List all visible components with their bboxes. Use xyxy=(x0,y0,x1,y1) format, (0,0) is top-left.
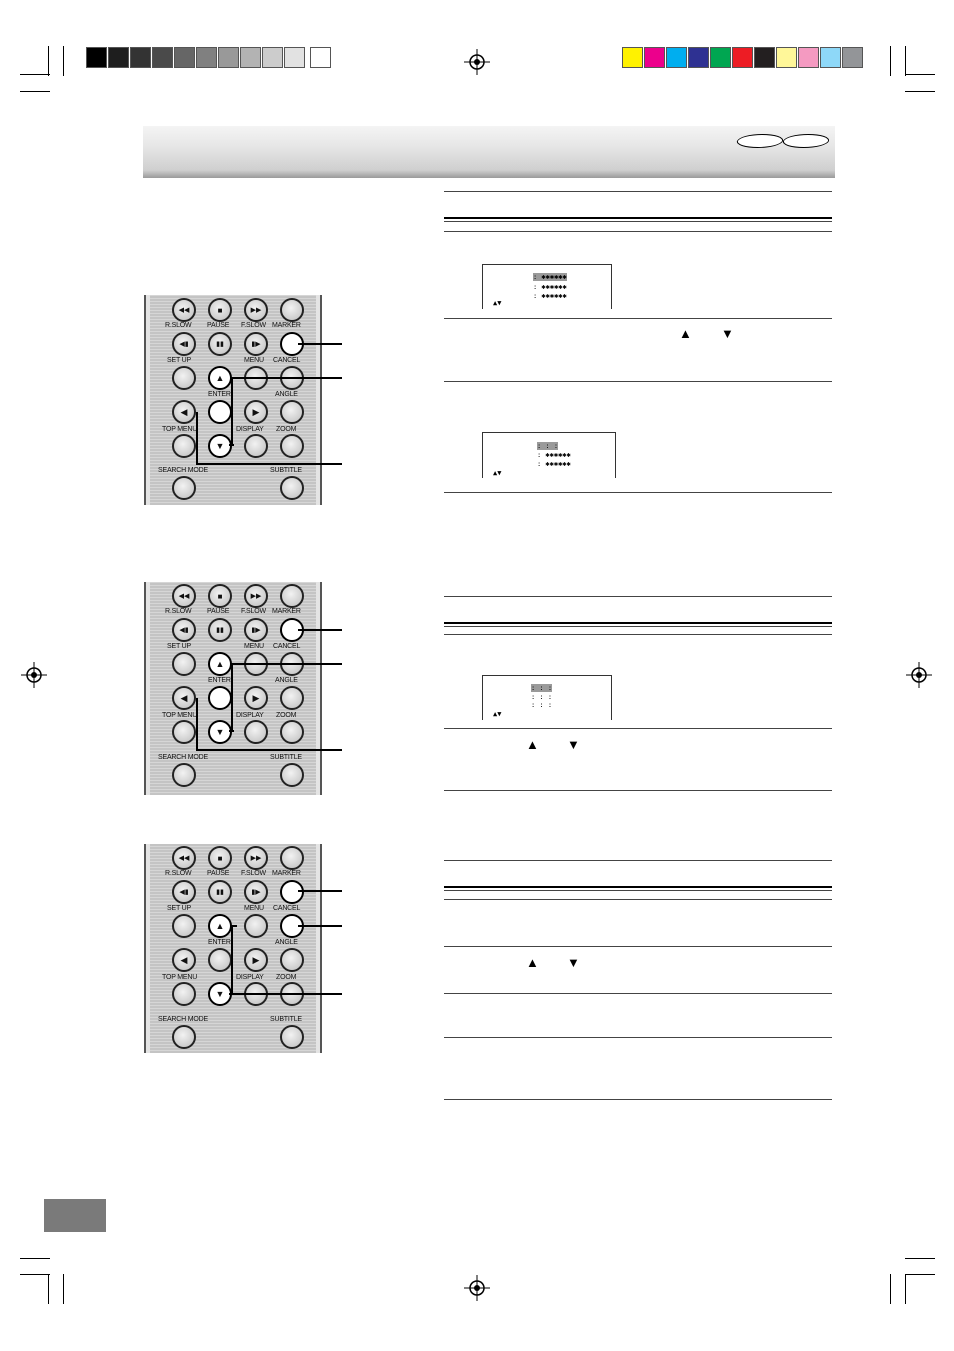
callout-line xyxy=(232,377,342,379)
stop-button[interactable]: ■ xyxy=(208,846,232,870)
page-number-tab xyxy=(44,1199,106,1232)
rule xyxy=(444,626,832,627)
enter-label: ENTER xyxy=(208,939,231,946)
callout-bracket xyxy=(229,663,233,731)
callout-line xyxy=(232,663,342,665)
rule xyxy=(444,1099,832,1100)
rule xyxy=(444,728,832,729)
down-arrow-icon: ▼ xyxy=(567,737,580,752)
osd-row: : ✱✱✱✱✱✱ xyxy=(533,273,567,281)
rule xyxy=(444,790,832,791)
right-arrow-button[interactable]: ▶ xyxy=(244,948,268,972)
display-label: DISPLAY xyxy=(236,974,264,981)
marker-label: MARKER xyxy=(272,870,301,877)
setup-button[interactable] xyxy=(172,366,196,390)
osd-row: : ✱✱✱✱✱✱ xyxy=(537,460,571,468)
setup-label: SET UP xyxy=(167,905,191,912)
down-arrow-button[interactable]: ▼ xyxy=(208,982,232,1006)
cancel-label: CANCEL xyxy=(273,905,301,912)
right-arrow-button[interactable]: ▶ xyxy=(244,400,268,424)
angle-label: ANGLE xyxy=(275,939,298,946)
r-slow-label: R.SLOW xyxy=(165,608,192,615)
rule xyxy=(444,1037,832,1038)
r-slow-label: R.SLOW xyxy=(165,322,192,329)
enter-label: ENTER xyxy=(208,391,231,398)
osd-nav-arrows: ▲▼ xyxy=(493,710,502,718)
rule xyxy=(444,596,832,597)
rewind-button[interactable]: ◀◀ xyxy=(172,584,196,608)
down-arrow-button[interactable]: ▼ xyxy=(208,720,232,744)
callout-line xyxy=(298,890,342,892)
stop-button[interactable]: ■ xyxy=(208,584,232,608)
setup-button[interactable] xyxy=(172,914,196,938)
search-mode-label: SEARCH MODE xyxy=(158,467,208,474)
top-menu-button[interactable] xyxy=(172,434,196,458)
angle-button[interactable] xyxy=(280,686,304,710)
step-forward-button[interactable]: ▮▶ xyxy=(244,880,268,904)
step-back-button[interactable]: ◀▮ xyxy=(172,618,196,642)
down-arrow-icon: ▼ xyxy=(721,326,734,341)
zoom-label: ZOOM xyxy=(276,712,297,719)
left-arrow-button[interactable]: ◀ xyxy=(172,948,196,972)
up-arrow-button[interactable]: ▲ xyxy=(208,652,232,676)
osd-row: : ✱✱✱✱✱✱ xyxy=(533,283,567,291)
fast-forward-button[interactable]: ▶▶ xyxy=(244,298,268,322)
rule xyxy=(444,318,832,319)
rule xyxy=(444,886,832,888)
setup-label: SET UP xyxy=(167,643,191,650)
search-mode-label: SEARCH MODE xyxy=(158,1016,208,1023)
osd-screen-1 xyxy=(482,264,612,309)
rule xyxy=(444,492,832,493)
top-menu-button[interactable] xyxy=(172,720,196,744)
up-arrow-icon: ▲ xyxy=(526,955,539,970)
search-mode-button[interactable] xyxy=(172,476,196,500)
marker-button[interactable] xyxy=(280,846,304,870)
disc-badge-dvd xyxy=(734,134,785,148)
rule xyxy=(444,860,832,861)
registration-mark-top xyxy=(464,49,490,75)
angle-button[interactable] xyxy=(280,400,304,424)
osd-screen-2 xyxy=(482,432,616,478)
rule xyxy=(444,946,832,947)
osd-screen-3 xyxy=(482,675,612,720)
search-mode-label: SEARCH MODE xyxy=(158,754,208,761)
zoom-label: ZOOM xyxy=(276,974,297,981)
rule xyxy=(444,381,832,382)
pause-button[interactable]: ▮▮ xyxy=(208,880,232,904)
marker-label: MARKER xyxy=(272,608,301,615)
subtitle-button[interactable] xyxy=(280,1025,304,1049)
osd-row: : ✱✱✱✱✱✱ xyxy=(533,292,567,300)
subtitle-button[interactable] xyxy=(280,476,304,500)
callout-line xyxy=(298,925,342,927)
rule xyxy=(444,622,832,624)
marker-label: MARKER xyxy=(272,322,301,329)
menu-label: MENU xyxy=(244,357,264,364)
search-mode-button[interactable] xyxy=(172,763,196,787)
callout-bracket xyxy=(196,698,198,750)
up-arrow-icon: ▲ xyxy=(526,737,539,752)
osd-row: : : : xyxy=(537,442,559,450)
callout-bracket xyxy=(196,412,198,464)
fast-forward-button[interactable]: ▶▶ xyxy=(244,846,268,870)
remote-control-illustration-3 xyxy=(144,844,322,1053)
fast-forward-button[interactable]: ▶▶ xyxy=(244,584,268,608)
display-button[interactable] xyxy=(244,720,268,744)
top-menu-label: TOP MENU xyxy=(162,426,198,433)
zoom-label: ZOOM xyxy=(276,426,297,433)
rule xyxy=(444,634,832,635)
angle-label: ANGLE xyxy=(275,391,298,398)
stop-button[interactable]: ■ xyxy=(208,298,232,322)
step-back-button[interactable]: ◀▮ xyxy=(172,880,196,904)
pause-label: PAUSE xyxy=(207,870,230,877)
rule xyxy=(444,899,832,900)
top-menu-label: TOP MENU xyxy=(162,974,198,981)
up-arrow-icon: ▲ xyxy=(679,326,692,341)
callout-line xyxy=(298,343,342,345)
left-arrow-button[interactable]: ◀ xyxy=(172,686,196,710)
subtitle-label: SUBTITLE xyxy=(270,754,302,761)
step-forward-button[interactable]: ▮▶ xyxy=(244,332,268,356)
display-button[interactable] xyxy=(244,434,268,458)
angle-label: ANGLE xyxy=(275,677,298,684)
marker-button-highlighted[interactable] xyxy=(280,880,304,904)
pause-button[interactable]: ▮▮ xyxy=(208,332,232,356)
callout-line xyxy=(196,463,342,465)
up-arrow-button[interactable]: ▲ xyxy=(208,914,232,938)
display-label: DISPLAY xyxy=(236,712,264,719)
osd-nav-arrows: ▲▼ xyxy=(493,299,502,307)
callout-line xyxy=(196,749,342,751)
callout-line xyxy=(298,629,342,631)
callout-line xyxy=(229,993,342,995)
top-menu-button[interactable] xyxy=(172,982,196,1006)
zoom-button[interactable] xyxy=(280,434,304,458)
subtitle-button[interactable] xyxy=(280,763,304,787)
cancel-label: CANCEL xyxy=(273,357,301,364)
registration-mark-right xyxy=(906,662,932,688)
down-arrow-icon: ▼ xyxy=(567,955,580,970)
subtitle-label: SUBTITLE xyxy=(270,467,302,474)
osd-nav-arrows: ▲▼ xyxy=(493,469,502,477)
rule xyxy=(444,231,832,232)
step-back-button[interactable]: ◀▮ xyxy=(172,332,196,356)
callout-bracket xyxy=(229,377,233,445)
search-mode-button[interactable] xyxy=(172,1025,196,1049)
osd-row: : : : xyxy=(531,684,553,692)
cancel-label: CANCEL xyxy=(273,643,301,650)
right-arrow-button[interactable]: ▶ xyxy=(244,686,268,710)
marker-button[interactable] xyxy=(280,584,304,608)
pause-label: PAUSE xyxy=(207,608,230,615)
section-header-band xyxy=(143,126,835,178)
osd-row: : : : xyxy=(531,693,553,701)
f-slow-label: F.SLOW xyxy=(241,322,266,329)
setup-button[interactable] xyxy=(172,652,196,676)
callout-line xyxy=(229,444,234,446)
rule xyxy=(444,993,832,994)
registration-mark-left xyxy=(21,662,47,688)
rewind-button[interactable]: ◀◀ xyxy=(172,846,196,870)
osd-row: : ✱✱✱✱✱✱ xyxy=(537,451,571,459)
remote-control-illustration-1 xyxy=(144,295,322,505)
pause-button[interactable]: ▮▮ xyxy=(208,618,232,642)
display-label: DISPLAY xyxy=(236,426,264,433)
menu-label: MENU xyxy=(244,905,264,912)
rewind-button[interactable]: ◀◀ xyxy=(172,298,196,322)
rule xyxy=(444,217,832,219)
angle-button[interactable] xyxy=(280,948,304,972)
up-arrow-button[interactable]: ▲ xyxy=(208,366,232,390)
f-slow-label: F.SLOW xyxy=(241,608,266,615)
marker-button[interactable] xyxy=(280,298,304,322)
rule xyxy=(444,191,832,192)
down-arrow-button[interactable]: ▼ xyxy=(208,434,232,458)
menu-label: MENU xyxy=(244,643,264,650)
r-slow-label: R.SLOW xyxy=(165,870,192,877)
rule xyxy=(444,221,832,222)
remote-control-illustration-2 xyxy=(144,582,322,795)
step-forward-button[interactable]: ▮▶ xyxy=(244,618,268,642)
enter-label: ENTER xyxy=(208,677,231,684)
registration-mark-bottom xyxy=(464,1275,490,1301)
pause-label: PAUSE xyxy=(207,322,230,329)
callout-line xyxy=(229,730,234,732)
osd-row: : : : xyxy=(531,701,553,709)
menu-button[interactable] xyxy=(244,914,268,938)
f-slow-label: F.SLOW xyxy=(241,870,266,877)
left-arrow-button[interactable]: ◀ xyxy=(172,400,196,424)
rule xyxy=(444,890,832,891)
setup-label: SET UP xyxy=(167,357,191,364)
disc-badge-cd xyxy=(780,134,831,148)
callout-bracket xyxy=(229,925,233,993)
top-menu-label: TOP MENU xyxy=(162,712,198,719)
zoom-button[interactable] xyxy=(280,720,304,744)
subtitle-label: SUBTITLE xyxy=(270,1016,302,1023)
